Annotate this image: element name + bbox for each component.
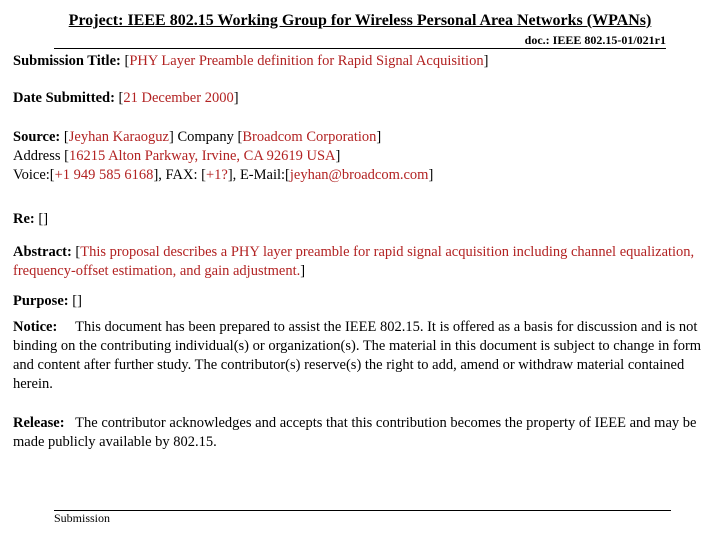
header-divider	[54, 48, 666, 49]
abstract-label: Abstract:	[13, 244, 72, 260]
submission-title-label: Submission Title:	[13, 53, 121, 69]
notice-text: This document has been prepared to assist the IEEE 802.15. It is offered as a basis for discussion and is not binding on the contributing individual(s) or organization(s). The material in this document is subject to change in form and content after further study. The contributor(s) reserve(s) the right to add, amend or withdraw material contained herein.	[13, 319, 702, 392]
date-label: Date Submitted:	[13, 90, 115, 106]
doc-number: doc.: IEEE 802.15-01/021r1	[524, 33, 666, 47]
release-label: Release:	[13, 415, 65, 431]
fax-value: +1?	[205, 167, 228, 183]
purpose-line: Purpose: []	[13, 293, 82, 309]
date-line: Date Submitted: [21 December 2000]	[13, 90, 239, 106]
re-line: Re: []	[13, 211, 49, 227]
source-block	[13, 128, 708, 185]
source-name: Jeyhan Karaoguz	[68, 129, 169, 145]
address-line: Address [16215 Alton Parkway, Irvine, CA 92619 USA]	[13, 148, 341, 164]
source-line: Source: [Jeyhan Karaoguz] Company [Broadcom Corporation]	[13, 129, 382, 145]
address-label: Address	[13, 148, 61, 164]
submission-title-line: Submission Title: [PHY Layer Preamble definition for Rapid Signal Acquisition]	[13, 53, 489, 69]
notice-block	[13, 318, 708, 394]
release-block	[13, 414, 708, 452]
purpose-label: Purpose:	[13, 293, 69, 309]
company-label: Company	[177, 129, 234, 145]
footer-divider	[54, 510, 671, 511]
re-label: Re:	[13, 211, 35, 227]
abstract-value: This proposal describes a PHY layer preamble for rapid signal acquisition including channel equalization, frequency-offset estimation, and gain adjustment.	[13, 244, 695, 279]
footer-submission: Submission	[54, 511, 111, 525]
fax-label: FAX:	[165, 167, 198, 183]
submission-title-value: PHY Layer Preamble definition for Rapid Signal Acquisition	[129, 53, 484, 69]
release-text: The contributor acknowledges and accepts that this contribution becomes the property of IEEE and may be made publicly available by 802.15.	[13, 415, 697, 450]
address-value: 16215 Alton Parkway, Irvine, CA 92619 USA	[69, 148, 336, 164]
email-value: jeyhan@broadcom.com	[289, 167, 429, 183]
abstract-block: Abstract: [This proposal describes a PHY layer preamble for rapid signal acquisition including channel equalization, frequency-offset estimation, and gain adjustment.]	[13, 244, 695, 279]
company-value: Broadcom Corporation	[242, 129, 377, 145]
contact-line: Voice:[+1 949 585 6168], FAX: [+1?], E-Mail:[jeyhan@broadcom.com]	[13, 167, 434, 183]
project-title: Project: IEEE 802.15 Working Group for Wireless Personal Area Networks (WPANs)	[68, 12, 652, 29]
voice-label: Voice:	[13, 167, 50, 183]
voice-value: +1 949 585 6168	[54, 167, 154, 183]
date-value: 21 December 2000	[123, 90, 234, 106]
email-label: E-Mail:	[239, 167, 286, 183]
notice-label: Notice:	[13, 319, 58, 335]
source-label: Source:	[13, 129, 61, 145]
